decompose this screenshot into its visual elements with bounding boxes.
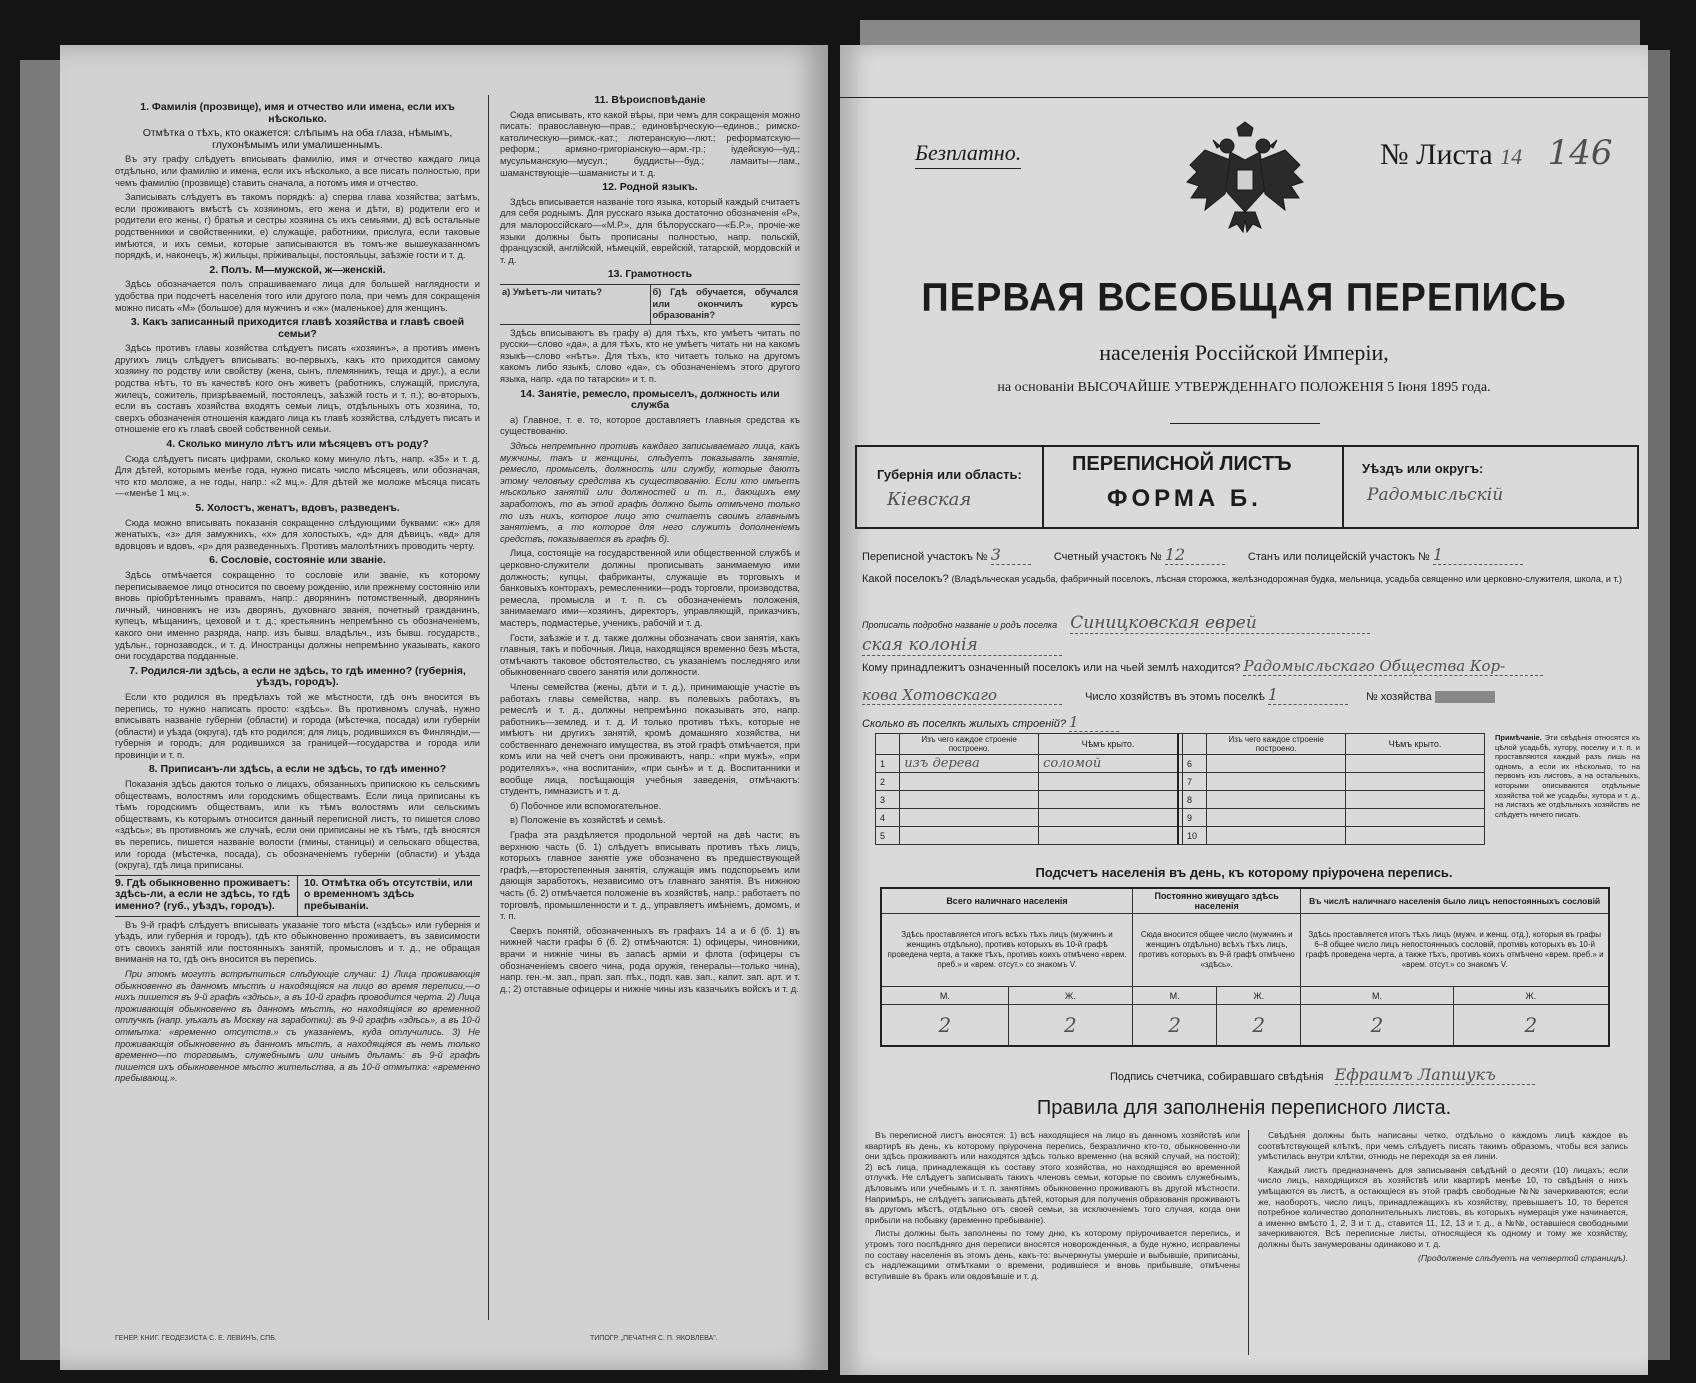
bld-col-roof: Чѣмъ крыто. xyxy=(1039,734,1179,755)
tally-value-3: 2 xyxy=(1133,1005,1217,1047)
section-2-title: 2. Полъ. М—мужской, ж—женскій. xyxy=(209,263,386,276)
column-divider xyxy=(488,95,489,1320)
rules-continue: (Продолженіе слѣдуетъ на четвертой страницѣ). xyxy=(1417,1252,1628,1263)
instructions-column-1 xyxy=(115,100,480,1300)
signature-row: Подпись счетчика, собиравшаго свѣдѣнія Ефраимъ Лапшукъ xyxy=(1110,1065,1535,1085)
tally-value-6: 2 xyxy=(1453,1005,1609,1047)
section-14-text2: Лица, состоящіе на государственной или общественной службѣ и церковно-служители должны прописывать занимаемую ими должность; купцы, фабриканты, служащіе въ торговыхъ и банковыхъ конторахъ, ремесленники—родъ торговли, производства, ремесла, промысла и т. п. съ обозначеніемъ положенія, занимаемаго ими—хозяинъ, директоръ, управляющій, приказчикъ, мастеръ, подмастерье, ученикъ, рабочій и т. д. xyxy=(500,548,800,628)
rules-left-text2: Листы должны быть заполнены по тому дню, къ которому пріурочивается перепись, и утромъ того послѣдняго дня переписи вносятся новорожденныя, а буде нужно, исправлены по составу населенія въ этомъ день, какъ-то: вычеркнуты умершіе и выбывшіе, приписаны, съ надлежащими отмѣтками о времени, родившіеся и вновь прибывшіе, отмѣчены вступившіе въ бракъ или овдовѣвшіе и т. д. xyxy=(865,1228,1240,1281)
section-14c: в) Положеніе въ хозяйствѣ и семьѣ. xyxy=(510,815,666,826)
census-section-value: 3 xyxy=(991,545,1031,565)
imprint-right: ТИПОГР. „ПЕЧАТНЯ С. П. ЯКОВЛЕВА". xyxy=(590,1335,718,1342)
section-12-text: Здѣсь вписывается названіе того языка, который каждый считаетъ для себя роднымъ. Для русскаго языка достаточно обозначенія «Р», для малороссійскаго—«М.Р.», для бѣлорусскаго—«Б.Р.», прочіе-же языки должны быть прописаны полностью, напр. польскій, французскій, англійскій, нѣмецкій, еврейскій, татарскій, мордовскій и т. д. xyxy=(500,196,800,265)
section-13-title: 13. Грамотность xyxy=(607,268,693,281)
section-8-text: Показанія здѣсь даются только о лицахъ, обязанныхъ припискою къ сельскимъ обществамъ, волостямъ или городскимъ обществамъ. Если лица приписаны къ тѣмъ городскимъ обществамъ, или къ тѣмъ волостямъ или сельскимъ обществамъ, къ которымъ относится данный переписной листъ, то пишется слово «здѣсь»; въ противномъ же случаѣ, если они приписаны не къ тѣмъ, гдѣ вносятся въ перепись, пишется названіе волости (гмины, станицы) и сельскаго общества, или города (мѣстечка, посада), съ обозначеніемъ губерніи (области) и уѣзда (округа), гдѣ лица приписаны. xyxy=(115,779,480,871)
settlement-value-row2 xyxy=(862,635,1632,656)
households-value: 1 xyxy=(1268,685,1348,705)
section-13a: а) Умѣетъ-ли читать? xyxy=(502,286,603,297)
free-of-charge-label: Безплатно. xyxy=(915,140,1021,169)
district-label: Уѣздъ или округъ: xyxy=(1362,461,1484,476)
section-14-text6: Сверхъ понятій, обозначенныхъ въ графахъ 14 а и б (б. 1) въ нижней части графы б (б. 2) отмѣчаются: 1) офицеры, чиновники, врачи и нижніе чины въ запасѣ армiи и флота (офицеры съ обозначеніемъ своего чина, рода оружія, генералы—только чина), напр. ген.-м. зап., прап. зап. пѣх., подп. кав. зап., капит. зап. арт. и т. д.; 2) отставные офицеры и нижніе чины изъ казачьихъ войскъ и т. д. xyxy=(500,925,800,994)
tally-d2: Сюда вносится общее число (мужчинъ и женщинъ отдѣльно) всѣхъ тѣхъ лицъ, противъ которыхъ въ 9-й графѣ отмѣчено «здѣсь». xyxy=(1133,914,1301,987)
tally-value-4: 2 xyxy=(1217,1005,1301,1047)
section-11-text: Сюда вписывать, кто какой вѣры, при чемъ для сокращенія можно писать: православную—прав.; единовѣрческую—единов.; римско-католическую—римск.-кат.; лютеранскую—лют.; реформатскую—реформ.; армяно-григоріанскую—арм.-гр.; іудейскую—іуд.; мусульманскую—мусул.; буддисты—буд.; ламаиты—лам., шаманствующіе—шаманисты и т. д. xyxy=(500,109,800,178)
owner-value-2: кова Хотовскаго xyxy=(862,686,1062,705)
section-7-text: Если кто родился въ предѣлахъ той же мѣстности, гдѣ онъ вносится въ перепись, то нужно написать просто: «здѣсь». Въ противномъ случаѣ, нужно вписывать названіе губерніи (области) и города (мѣстечка, посада) или губерніи (области) и уѣзда (округа), гдѣ кто родился; для лицъ, родившихся въ Финляндіи,—губернія и городъ; для родившихся за границей—государства и города или провинціи и т. п. xyxy=(115,691,480,760)
sheet-number-alt: 146 xyxy=(1547,133,1613,173)
bld-col-material-2: Изъ чего каждое строеніе построено. xyxy=(1207,734,1346,755)
census-basis: на основаніи ВЫСОЧАЙШЕ УТВЕРЖДЕННАГО ПОЛОЖЕНІЯ 5 Іюня 1895 года. xyxy=(997,380,1491,395)
section-14-text: Здѣсь непремѣнно противъ каждаго записываемаго лица, какъ мужчины, такъ и женщины, слѣдуетъ показывать занятіе, ремесло, промыселъ, должность или службу, которые даютъ этому человѣку средства къ существованію. Если кто имѣетъ нѣсколько занятій или должностей и т. п., дающихъ ему заработокъ, то въ этой графѣ должно быть отмѣчено только то изъ нихъ, которое лицо это считаетъ своимъ главнымъ занятіемъ, а то которое для него служитъ дополненіемъ средствъ, показывается въ графѣ б). xyxy=(500,441,800,544)
imperial-eagle-emblem xyxy=(1185,120,1305,245)
count-section-value: 12 xyxy=(1165,545,1225,565)
settlement-hint: (Владѣльческая усадьба, фабричный поселокъ, лѣсная сторожка, желѣзнодорожная будка, мельница, усадьба священно или церковно-служителя, школа, и т.) xyxy=(951,574,1622,584)
section-4-text: Сюда слѣдуетъ писать цифрами, сколько кому минуло лѣтъ, напр. «35» и т. д. Для дѣтей, которымъ менѣе года, нужно писать число мѣсяцевъ, или обозначая, что кто моложе, а не годы, напр.: «2 мц.». Для дѣтей же моложе мѣсяца писать—«менѣе 1 мц.». xyxy=(115,453,480,499)
settlement-value-row: Прописать подробно названіе и родъ поселка Синицковская еврей xyxy=(862,613,1632,634)
tally-h3: Въ числѣ наличнаго населенія было лицъ непостоянныхъ сословій xyxy=(1301,888,1609,914)
section-1-note: Отмѣтка о тѣхъ, кто окажется: слѣпымъ на оба глаза, нѣмымъ, глухонѣмымъ или умалишеннымъ. xyxy=(142,127,453,151)
section-13b: б) Гдѣ обучается, обучался или окончилъ курсъ образованія? xyxy=(652,286,798,321)
settlement-value: Синицковская еврей xyxy=(1070,613,1370,634)
section-1-text: Въ эту графу слѣдуетъ вписывать фамилію, имя и отчество каждаго лица отдѣльно, или фамилію и имена, если ихъ нѣсколько, а все писать полностью, при чемъ фамилію (прозвище) ставить сначала, а потомъ имя и отчество. xyxy=(115,154,480,188)
section-7-title: 7. Родился-ли здѣсь, а если не здѣсь, то гдѣ именно? (губернія, уѣздъ, городъ). xyxy=(129,664,466,689)
form-header-box xyxy=(855,445,1639,529)
section-1-text2: Записывать слѣдуетъ въ такомъ порядкѣ: а) сперва глава хозяйства; затѣмъ, если проживаютъ вмѣстѣ съ хозяиномъ, его жена и дѣти, в) родители его и родители его жены, г) братья и сестры хозяина съ ихъ семьями, д) всѣ остальные родственники и свойственники, е) служащіе, работники, прислуга, если таковые имѣются, и ихъ семьи, которые записываются въ томъ-же вышеуказанномъ порядкѣ, и, наконецъ, ж) жильцы, пріживальцы, постояльцы, заѣзжіе гости и т. д. xyxy=(115,192,480,261)
section-9-text: Въ 9-й графѣ слѣдуетъ вписывать указаніе того мѣста («здѣсь» или губернія и уѣздъ, или губернія и городъ), гдѣ кто обыкновенно проживаетъ, въ зависимости отъ своихъ занятій или постоянныхъ занятій, промысловъ и т. д., не обращая вниманія на то, гдѣ онъ вносится въ перепись. xyxy=(115,919,480,965)
section-6-text: Здѣсь отмѣчается сокращенно то сословіе или званіе, къ которому переписываемое лицо относится по своему рожденію, или прежнему состоянію или вновь пріобрѣтеннымъ правамъ, напр.: дворянинъ потомственный, дворянинъ личный, чиновникъ не изъ дворянъ, духовнаго званія, почетный гражданинъ, купецъ, мѣщанинъ, цеховой и т. д.; крестьянинъ непремѣнно съ обозначеніемъ, какого они именно разряда, напр. изъ бывш. владѣльч., изъ бывш. государств., удѣльн., горнозаводск., и т. д. Иностранцы должны непремѣнно указывать, какого они государства подданные. xyxy=(115,569,480,662)
left-page-instructions xyxy=(60,45,828,1370)
section-14-text3: Гости, заѣзжіе и т. д. также должны обозначать свои занятія, какъ главныя, такъ и побочныя. Лица, находящіяся временно безъ мѣста, отмѣчаютъ таковое обстоятельство, съ указаніемъ последняго или обыкновеннаго своего занятія или должности. xyxy=(500,632,800,678)
owner-row2: кова Хотовскаго Число хозяйствъ въ этомъ поселкѣ 1 № хозяйства xyxy=(862,685,1632,705)
rules-right-text: Свѣдѣнія должны быть написаны четко, отдѣльно о каждомъ лицѣ каждое въ соотвѣтствующей клѣткѣ, при чемъ слѣдуетъ писать такимъ образомъ, чтобы вся запись умѣстилась внутри клѣтки, отнюдь не переходя за ея линіи. xyxy=(1258,1130,1628,1162)
left-page-edge xyxy=(20,60,65,1360)
tally-value-5: 2 xyxy=(1301,1005,1453,1047)
tally-d1: Здѣсь проставляется итогъ всѣхъ тѣхъ лицъ (мужчинъ и женщинъ отдѣльно), противъ которыхъ въ 10-й графѣ проведена черта, а также тѣхъ, противъ коихъ отмѣчено «врем. преб.» и «врем. отсут.» со знакомъ V. xyxy=(881,914,1133,987)
section-6-title: 6. Сословіе, состояніе или званіе. xyxy=(209,554,386,567)
buildings-table: Изъ чего каждое строеніе построено. Чѣмъ крыто. Изъ чего каждое строеніе построено. Чѣмъ крыто. 1 изъ дерева соломой 6 2 7 3 8 4 9 5 10 xyxy=(875,733,1485,845)
province-label: Губернія или область: xyxy=(877,467,1022,482)
sheet-number: 14 xyxy=(1500,144,1523,169)
section-12-title: 12. Родной языкъ. xyxy=(602,181,698,194)
section-10-title: 10. Отмѣтка объ отсутствіи, или о временномъ здѣсь пребываніи. xyxy=(304,876,473,912)
signature-value: Ефраимъ Лапшукъ xyxy=(1335,1065,1535,1085)
owner-value: Радомысльскаго Общества Кор- xyxy=(1243,657,1543,676)
right-page-census-form xyxy=(840,45,1648,1375)
section-13-text: Здѣсь вписываютъ въ графу а) для тѣхъ, кто умѣетъ читать по русски—слово «да», а для тѣхъ, кто не умѣетъ читать ни на какомъ языкѣ—слово «нѣтъ». Для тѣхъ, кто читаетъ только на другомъ какомъ либо языкѣ, слово «да», съ обозначеніемъ этого другого языка, напр. «да по татарски» и т. п. xyxy=(500,327,800,385)
household-no-value xyxy=(1435,691,1495,703)
district-value: Радомысльскій xyxy=(1367,485,1504,505)
tally-title: Подсчетъ населенія въ день, къ которому пріурочена перепись. xyxy=(1035,865,1453,880)
title-rule xyxy=(1170,423,1320,424)
rules-title: Правила для заполненія переписного листа. xyxy=(1036,1097,1452,1119)
settlement-row: Какой поселокъ? (Владѣльческая усадьба, фабричный поселокъ, лѣсная сторожка, желѣзнодорожная будка, мельница, усадьба священно или церковно-служителя, школа, и т.) xyxy=(862,573,1622,585)
tally-h2: Постоянно живущаго здѣсь населенія xyxy=(1133,888,1301,914)
rules-divider xyxy=(1248,1130,1249,1355)
tally-h1: Всего наличнаго населенія xyxy=(881,888,1133,914)
section-9-title: 9. Гдѣ обыкновенно проживаетъ: здѣсь-ли, а если не здѣсь, то гдѣ именно? (губ., уѣздъ, городъ). xyxy=(115,876,291,912)
bld-col-material: Изъ чего каждое строеніе построено. xyxy=(900,734,1039,755)
section-5-text: Сюда можно вписывать показанія сокращенно слѣдующими буквами: «ж» для женатыхъ, «з» для замужнихъ, «х» для холостыхъ, «д» для дѣвицъ, «вд» для вдовцовъ и вдовъ, «р» для разведенныхъ. Противъ малолѣтнихъ проводить черту. xyxy=(115,517,480,551)
bld-roof-1: соломой xyxy=(1039,755,1179,773)
section-14-title: 14. Занятіе, ремесло, промыселъ, должность или служба xyxy=(520,387,780,412)
police-section-value: 1 xyxy=(1433,545,1523,565)
tally-value-2: 2 xyxy=(1008,1005,1132,1047)
sheet-number-block: № Листа 14 146 xyxy=(1380,133,1613,173)
rules-right-text2: Каждый листъ предназначенъ для записыванія свѣдѣній о десяти (10) лицахъ; если число лицъ, находящихся въ хозяйствѣ или квартирѣ менѣе 10, то свѣдѣнія о нихъ умѣщаются въ листѣ, а остающіеся въ этой графѣ свободные №№ зачеркиваются; если же, наоборотъ, число лицъ, принадлежащихъ къ хозяйству, превышаетъ 10, то берется потребное количество дополнительныхъ листовъ, въ которыхъ нумерація уже начинается, а именно вмѣсто 1, 2, 3 и т. д., ставится 11, 12, 13 и т. д., а №№, оставшіеся свободными зачеркиваются. Всѣ переписные листы, относящіеся къ одному и тому же хозяйству, должны быть занумерованы одинаково и т. д. xyxy=(1258,1164,1628,1249)
bld-material-1: изъ дерева xyxy=(900,755,1039,773)
buildings-value: 1 xyxy=(1069,713,1119,732)
section-2-text: Здѣсь обозначается полъ спрашиваемаго лица для большей наглядности и удобства при подсчетѣ населенія того или другого пола, при чемъ для сокращенія можно писать «М» (большое) для мужчинъ и «ж» (маленькое) для женщинъ. xyxy=(115,279,480,313)
section-1-title: 1. Фамилія (прозвище), имя и отчество или имена, если ихъ нѣсколько. xyxy=(140,101,455,125)
tally-table: Всего наличнаго населенія Постоянно живущаго здѣсь населенія Въ числѣ наличнаго населенія было лицъ непостоянныхъ сословій Здѣсь проставляется итогъ всѣхъ тѣхъ лицъ (мужчинъ и женщинъ отдѣльно), противъ которыхъ въ 10-й графѣ проведена черта, а также тѣхъ, противъ коихъ отмѣчено «врем. преб.» и «врем. отсут.» со знакомъ V. Сюда вносится общее число (мужчинъ и женщинъ отдѣльно) всѣхъ тѣхъ лицъ, противъ которыхъ въ 9-й графѣ отмѣчено «здѣсь». Здѣсь проставляется итогъ тѣхъ лицъ (мужч. и женщ. отд.), которыя въ графы 6–8 общее число лицъ непостоянныхъ сословій, противъ которыхъ въ 10-й графѣ проведена черта, а также тѣхъ, противъ коихъ отмѣчено «врем. преб.» и «врем. отсут.» со знакомъ V. М. Ж. М. Ж. М. Ж. 2 2 2 2 2 2 xyxy=(880,887,1610,1047)
section-9-text2: При этомъ могутъ встрѣтиться слѣдующіе случаи: 1) Лица проживающія обыкновенно въ данномъ мѣстѣ и находящіяся на лицо во время переписи,—о нихъ пишется въ 9-й графѣ «здѣсь», а въ 10-й графѣ проводится черта. 2) Лица проживающія обыкновенно въ данномъ мѣстѣ, но находящіяся во временной отлучкѣ (напр. уѣхалъ въ Москву на заработки): въ 9-й графѣ «здѣсь», а въ 10-й отмѣтка: «временно отсутств.» съ указаніемъ, куда отлучились. 3) Не проживающія обыкновенно въ данномъ мѣстѣ, а находящіяся въ немъ только временно—по торговымъ, служебнымъ или инымъ дѣламъ: въ 9-й графѣ пишется ихъ обыкновенное мѣсто жительства, а въ 10-й отмѣтка: «временно пребывающ.». xyxy=(115,968,480,1084)
section-14a: а) Главное, т. е. то, которое доставляетъ главныя средства къ существованію. xyxy=(500,414,800,437)
section-11-title: 11. Вѣроисповѣданіе xyxy=(594,94,706,106)
section-3-text: Здѣсь противъ главы хозяйства слѣдуетъ писать «хозяинъ», а противъ именъ другихъ лицъ слѣдуетъ вписывать: во-первыхъ, какъ кто приходится самому хозяину по родству или свойству (жена, сынъ, племянникъ, теща и друг.), а если родства нѣтъ, то въ качествѣ кого онъ живетъ (работникъ, служащій, прислуга, жилецъ, сожитель, призрѣваемый, постоялецъ, заѣзжій гость и т. п.); во-вторыхъ, если въ составъ хозяйства входятъ семьи лицъ, отдѣльныхъ отъ хозяина, то, сверхъ обозначенія отношенія каждаго лица къ главѣ хозяйства, слѣдуетъ писать и отношеніе его къ главѣ своей собственной семьи. xyxy=(115,343,480,435)
imprint-left: ГЕНЕР. КНИГ. ГЕОДЕЗИСТА С. Е. ЛЕВИНЪ, СПБ. xyxy=(115,1335,277,1342)
rules-right-column xyxy=(1258,1130,1628,1360)
section-5-title: 5. Холостъ, женатъ, вдовъ, разведенъ. xyxy=(195,502,400,514)
census-subtitle: населенія Россійской Имперіи, xyxy=(1099,340,1389,365)
form-b-label: ФОРМА Б. xyxy=(1107,485,1262,512)
sheet-title-label: ПЕРЕПИСНОЙ ЛИСТЪ xyxy=(1072,453,1292,475)
province-value: Кіевская xyxy=(887,489,972,510)
section-14b: б) Побочное или вспомогательное. xyxy=(510,800,662,811)
tally-d3: Здѣсь проставляется итогъ тѣхъ лицъ (мужч. и женщ. отд.), которыя въ графы 6–8 общее число лицъ непостоянныхъ сословій, противъ которыхъ въ 10-й графѣ проведена черта, а также тѣхъ, противъ коихъ отмѣчено «врем. преб.» и «врем. отсут.» со знакомъ V. xyxy=(1301,914,1609,987)
rules-left-column xyxy=(865,1130,1240,1360)
section-8-title: 8. Приписанъ-ли здѣсь, а если не здѣсь, то гдѣ именно? xyxy=(148,763,447,776)
rules-left-text: Въ переписной листъ вносятся: 1) всѣ находящіеся на лицо въ данномъ хозяйствѣ или квартирѣ въ день, къ которому пріурочена перепись, безразлично кто-то, обыкновенно-ли они здѣсь проживаютъ или находятся здѣсь только временно (на всякій случай, на постой); 2) всѣ лица, принадлежащія къ составу этого хозяйства, но находящіяся во временной отлучкѣ. Не слѣдуетъ записывать такихъ членовъ семьи, которые по своимъ служебнымъ, дѣловымъ или учебнымъ и т. п. занятіямъ обыкновенно проживаютъ въ другой мѣстности. Напримѣръ, не слѣдуетъ записывать дѣтей, которыя для полученія образованія проживаютъ въ другомъ мѣстѣ, отдѣльно отъ своей семьи, за исключеніемъ того случая, когда они прибыли на побывку (временно пребываніе). xyxy=(865,1130,1240,1225)
section-14-text5: Графа эта раздѣляется продольной чертой на двѣ части; въ верхнюю часть (б. 1) слѣдуетъ вписывать противъ тѣхъ лицъ, которыхъ главное занятіе уже обозначено въ предшествующей графѣ,—второстепенныя занятія, служащія имъ подспорьемъ или дающія заработокъ, независимо отъ главнаго занятія. Въ нижнюю часть (б. 2) отмѣчается положеніе въ хозяйствѣ, напр.: работаетъ по торговлѣ, промышленности и т. д., управляетъ имѣніемъ, домомъ, и т. п. xyxy=(500,830,800,922)
instructions-column-2 xyxy=(500,93,800,1308)
bld-col-roof-2: Чѣмъ крыто. xyxy=(1346,734,1485,755)
section-3-title: 3. Какъ записанный приходится главѣ хозяйства и главѣ своей семьи? xyxy=(130,316,465,340)
buildings-row: Сколько въ поселкѣ жилыхъ строеній? 1 xyxy=(862,713,1262,732)
section-14-text4: Члены семейства (жены, дѣти и т. д.), принимающіе участіе въ работахъ главы семейства, напр. въ полевыхъ работахъ, въ ремеслѣ и т. д., должны непремѣнно показывать это, напр. работникъ—землед. и т. д. И только противъ тѣхъ, которые не имѣютъ ни другихъ занятій, кромѣ домашняго хозяйства, ни собственнаго денежнаго имущества, въ этой графѣ отмѣчается, при комъ или на чей счетъ они проживаютъ, напр.: «при мужѣ», «при родителяхъ», «на воспитаніи», «при сынѣ» и т. д. Воспитанники и вообще лица, посѣщающія учебныя заведенія, отмѣчаютъ: студентъ, гимназистъ и т. д. xyxy=(500,681,800,797)
owner-row: Кому принадлежитъ означенный поселокъ или на чьей землѣ находится? Радомысльскаго Общества Кор- xyxy=(862,657,1632,676)
census-title: ПЕРВАЯ ВСЕОБЩАЯ ПЕРЕПИСЬ xyxy=(921,275,1567,321)
tally-value-1: 2 xyxy=(881,1005,1008,1047)
buildings-note: Примѣчаніе. Эти свѣдѣнія относятся къ цѣлой усадьбѣ, хутору, поселку и т. п. и проставляются каждый разъ лишь на одномъ, а если их нѣсколько, то на первомъ изъ листовъ, а на остальныхъ, которыми описываются отдѣльные хозяйства той же усадьбы, хутора и т. д., на листахъ же отдѣльныхъ хозяйствъ не слѣдуетъ ничего писать. xyxy=(1495,733,1640,819)
section-4-title: 4. Сколько минуло лѣтъ или мѣсяцевъ отъ роду? xyxy=(166,438,429,451)
settlement-value-2: ская колонія xyxy=(862,635,1062,656)
top-rule xyxy=(840,97,1648,98)
census-section-row: Переписной участокъ № 3 Счетный участокъ № 12 Станъ или полицейскій участокъ № 1 xyxy=(862,545,1632,565)
